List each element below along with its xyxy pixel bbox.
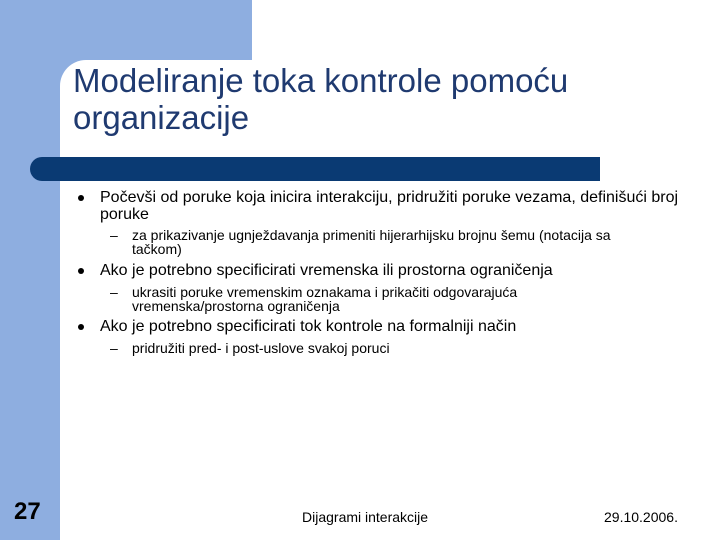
bullet-text-3: Ako je potrebno specificirati tok kontrole na formalniji način <box>100 318 517 335</box>
bullet-text-1: Počevši od poruke koja inicira interakciju, pridružiti poruke vezama, definišući broj poruke <box>100 189 679 223</box>
footer-date: 29.10.2006. <box>604 509 678 525</box>
page-number: 27 <box>14 498 41 525</box>
bullet-dot <box>78 324 84 330</box>
bullet-dot <box>78 268 84 274</box>
title-divider-bar <box>30 157 600 181</box>
footer-center-text: Dijagrami interakcije <box>302 509 429 525</box>
sub-bullet-dash: – <box>110 227 118 243</box>
bullet-dot <box>78 195 84 201</box>
sub-bullet-text-1: za prikazivanje ugnježdavanja primeniti hijerarhijsku brojnu šemu (notacija sa tačkom) <box>132 227 611 257</box>
sub-bullet-text-2: ukrasiti poruke vremenskim oznakama i prikačiti odgovarajuća vremenska/prostorna ograničenja <box>132 284 518 314</box>
slide-title: Modeliranje toka kontrole pomoću organizacije <box>73 62 569 136</box>
sub-bullet-dash: – <box>110 284 118 300</box>
sub-bullet-dash: – <box>110 340 118 356</box>
bullet-text-2: Ako je potrebno specificirati vremenska ili prostorna ograničenja <box>100 262 553 279</box>
sub-bullet-text-3: pridružiti pred- i post-uslove svakoj poruci <box>132 340 390 356</box>
